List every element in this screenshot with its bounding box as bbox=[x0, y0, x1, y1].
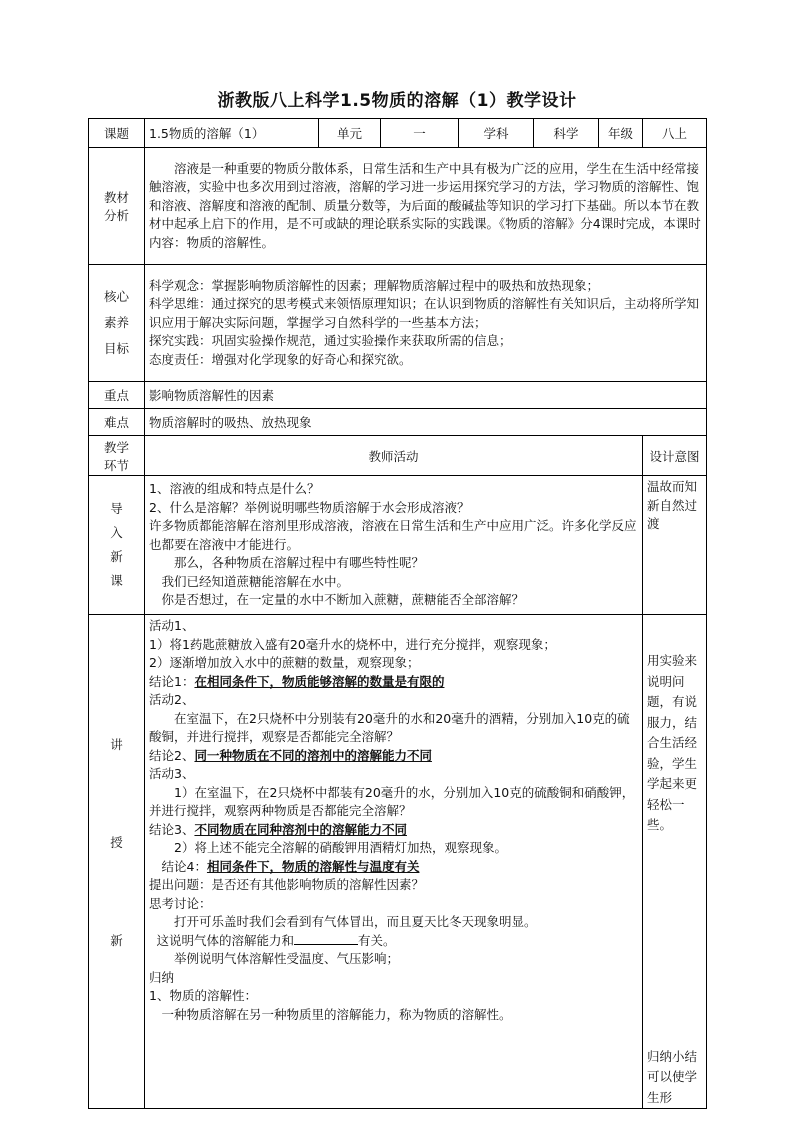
core-line-4: 态度责任：增强对化学现象的好奇心和探究欲。 bbox=[149, 351, 412, 367]
material-text-cell bbox=[145, 148, 707, 265]
think-discuss: 思考讨论： bbox=[149, 895, 212, 911]
teach-stage bbox=[89, 615, 145, 1109]
core-label bbox=[89, 265, 145, 382]
think-line-2 bbox=[149, 932, 638, 951]
summary-line-2: 一种物质溶解在另一种物质里的溶解能力，称为物质的溶解性。 bbox=[161, 1006, 512, 1022]
lesson-value: 1.5物质的溶解（1） bbox=[145, 119, 319, 148]
summary-title: 归纳 bbox=[149, 969, 175, 985]
conclusion-4 bbox=[149, 858, 638, 877]
stage-label-1: 教学 bbox=[103, 439, 129, 455]
core-label-3: 目标 bbox=[103, 341, 129, 356]
key-point-label: 重点 bbox=[89, 382, 145, 409]
core-text-cell bbox=[145, 265, 707, 382]
intro-char-3: 新 bbox=[110, 549, 123, 564]
difficulty-row bbox=[89, 409, 707, 436]
intro-stage bbox=[89, 476, 145, 615]
conclusion-4-label: 结论4： bbox=[161, 858, 207, 874]
activity-1-step-2: 2）逐渐增加放入水中的蔗糖的数量，观察现象； bbox=[149, 655, 420, 670]
conclusion-1 bbox=[149, 673, 638, 692]
stage-label-2: 环节 bbox=[103, 457, 129, 473]
activity-2-title: 活动2、 bbox=[149, 692, 195, 707]
lesson-plan-table bbox=[88, 118, 707, 1109]
teach-content bbox=[145, 615, 643, 1109]
conclusion-2-label: 结论2、 bbox=[149, 747, 195, 763]
intro-char-4: 课 bbox=[110, 573, 123, 588]
material-row bbox=[89, 148, 707, 265]
teach-char-1: 讲 bbox=[110, 736, 123, 752]
core-label-1: 核心 bbox=[103, 289, 129, 304]
teach-intent bbox=[643, 615, 707, 1109]
grade-value: 八上 bbox=[643, 119, 707, 148]
think-line-2a: 这说明气体的溶解能力和 bbox=[156, 932, 295, 948]
teach-intent-2: 归纳小结可以使学生形 bbox=[647, 1048, 698, 1105]
grade-label: 年级 bbox=[599, 119, 643, 148]
unit-label: 单元 bbox=[319, 119, 381, 148]
intro-line-2: 2、什么是溶解？举例说明哪些物质溶解于水会形成溶液？ bbox=[149, 499, 470, 515]
teach-char-2: 授 bbox=[110, 834, 123, 850]
blank-line bbox=[294, 932, 358, 945]
difficulty-label: 难点 bbox=[89, 409, 145, 436]
conclusion-3-label: 结论3、 bbox=[149, 821, 195, 837]
intro-content bbox=[145, 476, 643, 615]
conclusion-2 bbox=[149, 747, 638, 766]
key-point-text: 影响物质溶解性的因素 bbox=[145, 382, 707, 409]
think-line-3: 举例说明气体溶解性受温度、气压影响； bbox=[174, 951, 400, 966]
key-point-row bbox=[89, 382, 707, 409]
core-line-1: 科学观念：掌握影响物质溶解性的因素；理解物质溶解过程中的吸热和放热现象； bbox=[149, 277, 600, 293]
difficulty-text: 物质溶解时的吸热、放热现象 bbox=[145, 409, 707, 436]
teach-intent-1: 用实验来说明问题，有说服力，结合生活经验，学生学起来更轻松一些。 bbox=[647, 653, 698, 832]
core-row bbox=[89, 265, 707, 382]
conclusion-1-text: 在相同条件下，物质能够溶解的数量是有限的 bbox=[194, 673, 445, 689]
core-line-3: 探究实践：巩固实验操作规范，通过实验操作来获取所需的信息； bbox=[149, 333, 512, 349]
material-label-2: 分析 bbox=[103, 208, 129, 223]
activity-1-step-1: 1）将1药匙蔗糖放入盛有20毫升水的烧杯中，进行充分搅拌，观察现象； bbox=[149, 636, 556, 652]
activity-2-step: 在室温下，在2只烧杯中分别装有20毫升的水和20毫升的酒精，分别加入10克的硫酸铜，并进行搅拌，观察是否都能完全溶解？ bbox=[149, 710, 630, 744]
conclusion-3 bbox=[149, 821, 638, 840]
page-title: 浙教版八上科学1.5物质的溶解（1）教学设计 bbox=[217, 91, 577, 111]
intro-line-4: 那么，各种物质在溶解过程中有哪些特性呢？ bbox=[174, 555, 425, 571]
process-header-row bbox=[89, 436, 707, 476]
subject-label: 学科 bbox=[459, 119, 534, 148]
core-line-2: 科学思维：通过探究的思考模式来领悟原理知识；在认识到物质的溶解性有关知识后，主动将所学知识应用于解决实际问题，掌握学习自然科学的一些基本方法； bbox=[149, 296, 700, 330]
material-text: 溶液是一种重要的物质分散体系，日常生活和生产中具有极为广泛的应用，学生在生活中经常接触溶液，实验中也多次用到过溶液，溶解的学习进一步运用探究学习的方法，学习物质的溶解性、饱和溶液、溶解度和溶液的配制、质量分数等，为后面的酸碱盐等知识的学习打下基础。所以本节在教材中起承上启下的作用，是不可或缺的理论联系实际的实践课。《物质的溶解》分4课时完成，本课时内容：物质的溶解性。 bbox=[149, 160, 701, 250]
conclusion-3-text: 不同物质在同种溶剂中的溶解能力不同 bbox=[194, 821, 407, 837]
material-label bbox=[89, 148, 145, 265]
intro-line-6: 你是否想过，在一定量的水中不断加入蔗糖，蔗糖能否全部溶解？ bbox=[161, 592, 525, 608]
intro-line-1: 1、溶液的组成和特点是什么？ bbox=[149, 481, 320, 497]
intro-row bbox=[89, 476, 707, 615]
activity-3-step-1: 1）在室温下，在2只烧杯中都装有20毫升的水，分别加入10克的硫酸铜和硝酸钾，并进行搅拌，观察两种物质是否都能完全溶解？ bbox=[149, 784, 635, 818]
design-intent-header: 设计意图 bbox=[643, 436, 707, 476]
intro-intent: 温故而知新自然过渡 bbox=[643, 476, 707, 615]
header-row bbox=[89, 119, 707, 148]
think-line-2b: 有关。 bbox=[358, 932, 396, 948]
summary-line-1: 1、物质的溶解性： bbox=[149, 988, 257, 1003]
lesson-label: 课题 bbox=[89, 119, 145, 148]
intro-line-5: 我们已经知道蔗糖能溶解在水中。 bbox=[161, 573, 350, 589]
conclusion-1-label: 结论1： bbox=[149, 673, 195, 689]
material-label-1: 教材 bbox=[103, 190, 129, 205]
unit-value: 一 bbox=[381, 119, 459, 148]
intro-char-2: 入 bbox=[110, 525, 123, 540]
intro-char-1: 导 bbox=[110, 501, 123, 516]
think-line-1: 打开可乐盖时我们会看到有气体冒出，而且夏天比冬天现象明显。 bbox=[174, 914, 537, 929]
activity-3-step-2: 2）将上述不能完全溶解的硝酸钾用酒精灯加热，观察现象。 bbox=[174, 840, 507, 855]
intro-line-3: 许多物质都能溶解在溶剂里形成溶液，溶液在日常生活和生产中应用广泛。许多化学反应也都要在溶液中才能进行。 bbox=[149, 518, 637, 552]
teach-row bbox=[89, 615, 707, 1109]
activity-3-title: 活动3、 bbox=[149, 766, 195, 781]
activity-1-title: 活动1、 bbox=[149, 618, 195, 633]
conclusion-2-text: 同一种物质在不同的溶剂中的溶解能力不同 bbox=[194, 747, 432, 763]
conclusion-4-text: 相同条件下，物质的溶解性与温度有关 bbox=[206, 858, 420, 874]
core-label-2: 素养 bbox=[103, 315, 129, 330]
teach-char-3: 新 bbox=[110, 932, 123, 948]
stage-label bbox=[89, 436, 145, 476]
question: 提出问题：是否还有其他影响物质的溶解性因素？ bbox=[149, 877, 425, 892]
subject-value: 科学 bbox=[534, 119, 599, 148]
teacher-activity-header: 教师活动 bbox=[145, 436, 643, 476]
